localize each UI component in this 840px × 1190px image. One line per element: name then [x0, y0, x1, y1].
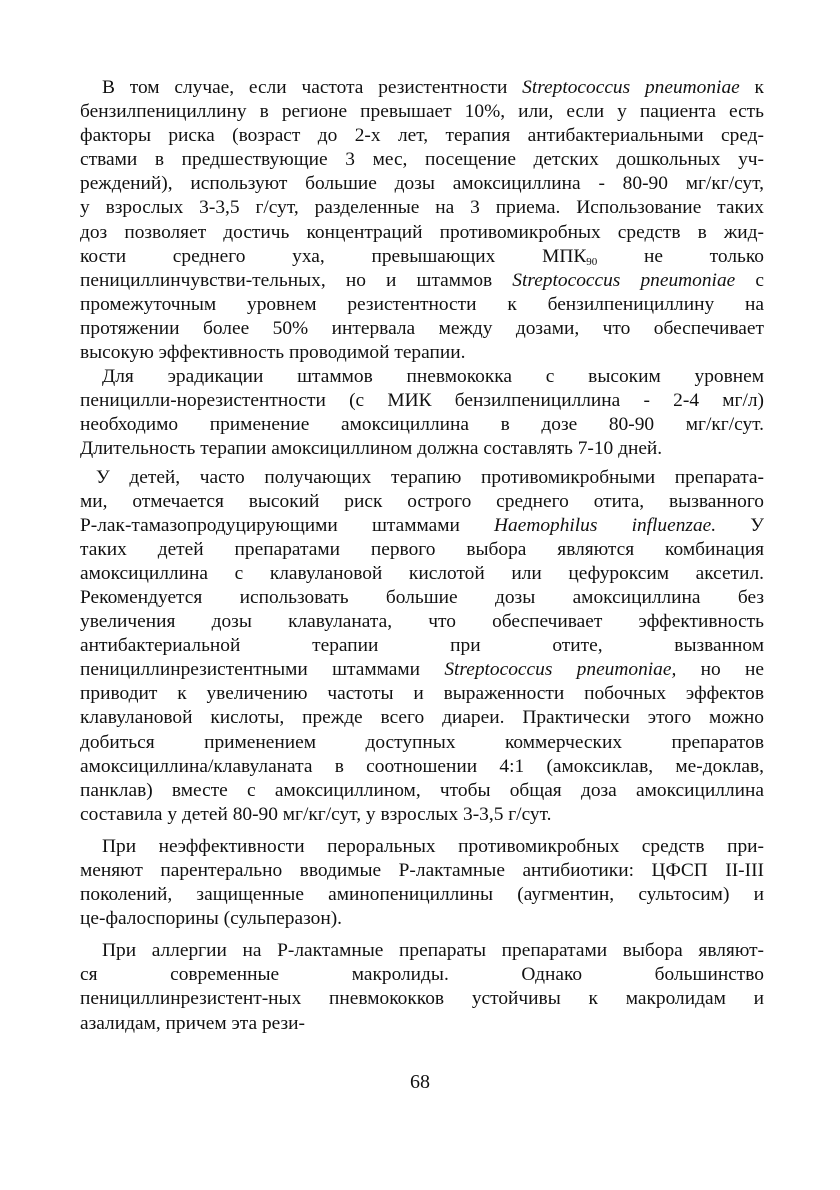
text-line: увеличения дозы клавуланата, что обеспечивает эффективность — [80, 611, 764, 633]
text-line: у взрослых 3-3,5 г/сут, разделенные на 3 приема. Использование таких — [80, 197, 764, 219]
text-line: азалидам, причем эта рези- — [80, 1012, 305, 1034]
paragraph-2 — [80, 365, 764, 461]
text-line: бензилпенициллину в регионе превышает 10%, или, если у пациента есть — [80, 101, 764, 123]
text-line: При аллергии на Р-лактамные препараты препаратами выбора являют- — [102, 940, 764, 962]
text-line: составила у детей 80-90 мг/кг/сут, у взрослых 3-3,5 г/сут. — [80, 803, 552, 825]
text-line: це-фалоспорины (сульперазон). — [80, 908, 343, 930]
text-line: реждений), используют большие дозы амоксициллина - 80-90 мг/кг/сут, — [80, 173, 764, 195]
text-line: Для эрадикации штаммов пневмококка с высоким уровнем — [102, 366, 764, 388]
text-line: поколений, защищенные аминопенициллины (аугментин, сультосим) и — [80, 884, 764, 906]
text-line: Длительность терапии амоксициллином должна составлять 7-10 дней. — [80, 438, 663, 460]
text-line: промежуточным уровнем резистентности к бензилпенициллину на — [80, 293, 764, 315]
paragraph-3 — [80, 466, 764, 827]
text-line: ствами в предшествующие 3 мес, посещение детских дошкольных уч- — [80, 149, 764, 171]
text-line: пеницилли-норезистентности (с МИК бензилпенициллина - 2-4 мг/л) — [80, 390, 764, 412]
paragraph-1 — [80, 76, 764, 365]
text-line: протяжении более 50% интервала между дозами, что обеспечивает — [80, 317, 764, 339]
text-line: клавулановой кислоты, прежде всего диареи. Практически этого можно — [80, 707, 764, 729]
text-line: антибактериальной терапии при отите, вызванном — [80, 635, 764, 657]
text-line: ся современные макролиды. Однако большинство — [80, 964, 764, 986]
text-line: меняют парентерально вводимые Р-лактамные антибиотики: ЦФСП II-III — [80, 860, 764, 881]
text-line: Р-лак-тамазопродуцирующими штаммами Haemophilus influenzae. У — [80, 514, 764, 536]
text-line: высокую эффективность проводимой терапии. — [80, 342, 466, 364]
text-line: необходимо применение амоксициллина в дозе 80-90 мг/кг/сут. — [80, 414, 764, 436]
text-line: приводит к увеличению частоты и выраженности побочных эффектов — [80, 683, 764, 705]
text-line: факторы риска (возраст до 2-х лет, терапия антибактериальными сред- — [80, 125, 764, 147]
text-line: ми, отмечается высокий риск острого среднего отита, вызванного — [80, 490, 764, 512]
text-line: амоксициллина/клавуланата в соотношении 4:1 (амоксиклав, ме-доклав, — [80, 755, 764, 777]
text-line: пенициллинрезистент-ных пневмококков устойчивы к макролидам и — [80, 988, 764, 1010]
paragraph-5 — [80, 939, 764, 1035]
text-line: кости среднего уха, превышающих $МПК_{90}$ не только — [80, 245, 764, 268]
text-line: При неэффективности пероральных противомикробных средств при- — [102, 835, 764, 857]
page-body — [80, 76, 764, 1036]
text-line: доз позволяет достичь концентраций противомикробных средств в жид- — [80, 221, 764, 243]
text-line: панклав) вместе с амоксициллином, чтобы общая доза амоксициллина — [80, 779, 764, 801]
text-line: Рекомендуется использовать большие дозы амоксициллина без — [80, 586, 764, 608]
text-line: У детей, часто получающих терапию противомикробными препарата- — [96, 466, 764, 488]
text-line: амоксициллина с клавулановой кислотой или цефуроксим аксетил. — [80, 562, 764, 584]
page-number: 68 — [410, 1071, 430, 1093]
text-line: пенициллинрезистентными штаммами Streptococcus pneumoniae, но не — [80, 659, 764, 681]
text-line: В том случае, если частота резистентности Streptococcus pneumoniae к — [102, 77, 764, 98]
text-line: пенициллинчувстви-тельных, но и штаммов Streptococcus pneumoniae с — [80, 269, 764, 291]
paragraph-4 — [80, 835, 764, 931]
text-line: таких детей препаратами первого выбора являются комбинация — [80, 538, 764, 560]
text-line: добиться применением доступных коммерческих препаратов — [80, 731, 764, 753]
